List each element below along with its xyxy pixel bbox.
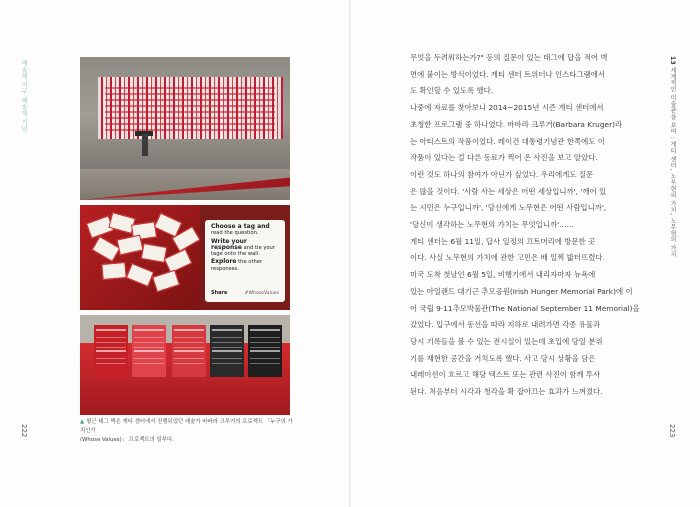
text-line: 무엇을 두려워하는가?" 등의 질문이 있는 태그에 답을 적어 벽 bbox=[410, 53, 608, 62]
text-line: 미국 도착 첫날인 6월 5일, 비행기에서 내리자마자 뉴욕에 bbox=[410, 270, 596, 280]
question-panel bbox=[172, 325, 206, 377]
text-line: 초청한 프로그램 중 하나였다. 바바라 크루거(Barbara Kruger)라 bbox=[410, 119, 623, 129]
text-line: 내레이션이 흐르고 해당 텍스트 또는 관련 사진이 함께 투사 bbox=[410, 370, 601, 380]
text-line: 이런 것도 하나의 참여가 아닌가 싶었다. 우리에게도 질문 bbox=[410, 169, 594, 179]
question-panel bbox=[248, 325, 282, 377]
right-running-head: 13 세계적인 미술관을 보며 : 게티 센터, 노무현의 가치, 노무현의 가치 bbox=[669, 56, 676, 258]
text-line: 면에 붙이는 방식이었다. 게티 센터 트위터나 인스타그램에서 bbox=[410, 69, 605, 79]
text-line: 은 많을 것이다. '사람 사는 세상은 어떤 세상입니까', '깨어 있 bbox=[410, 186, 607, 196]
left-running-head: 예술제 지구 예술제 기념 bbox=[20, 60, 27, 133]
left-page-number: 222 bbox=[20, 424, 28, 438]
question-panel bbox=[94, 325, 128, 377]
hashtag-label: #WhoseValues bbox=[244, 291, 279, 296]
instruction-step-1: Choose a tag and read the question. bbox=[211, 223, 270, 237]
podium-stand bbox=[142, 134, 148, 156]
text-line: 기를 재현한 공간을 거치도록 했다. 사고 당시 상황을 담은 bbox=[410, 353, 596, 363]
text-line: 작품이 있다는 걸 다른 동료가 찍어 온 사진을 보고 알았다. bbox=[410, 153, 598, 163]
body-text bbox=[410, 50, 656, 401]
blank-tags bbox=[82, 213, 200, 293]
text-line: 어 국립 9·11추모박물관(The National September 11 Memorial)을 bbox=[410, 303, 640, 313]
text-line: 갔었다. 입구에서 동선을 따라 지하로 내려가면 각종 유물과 bbox=[410, 320, 601, 330]
instruction-card bbox=[205, 220, 285, 302]
text-line: 이다. 사실 노무현의 가치에 관한 고민은 배 일찍 밟터뜨렸다. bbox=[410, 253, 605, 263]
instruction-step-2: Write your response and tie your tage onto the wall. bbox=[211, 237, 275, 258]
book-gutter bbox=[349, 0, 351, 507]
text-line: 는 시민은 누구입니까', '당신에게 노무현은 어떤 사람입니까', bbox=[410, 203, 607, 213]
photo-instruction-station bbox=[80, 205, 290, 310]
photo-tag-wall bbox=[80, 57, 290, 200]
question-panel bbox=[132, 325, 166, 377]
caption-marker-icon: ▲ bbox=[80, 419, 85, 425]
tag-box bbox=[80, 205, 200, 310]
instruction-step-3: Explore the other responses. bbox=[211, 258, 263, 272]
text-line: 된다. 처음부터 시각과 청각을 확 잡아끄는 효과가 느껴졌다. bbox=[410, 387, 603, 397]
photo-caption bbox=[80, 418, 295, 445]
caption-line: (Whose Values)」 프로젝트의 일부다. bbox=[80, 437, 174, 443]
question-panel bbox=[210, 325, 244, 377]
text-line: 도 확인할 수 있도록 했다. bbox=[410, 86, 494, 96]
text-line: 있는 아일랜드 대기근 추모공원(Irish Hunger Memorial Park)에 이 bbox=[410, 286, 633, 296]
text-line: 게티 센터는 6월 11일, 답사 일정의 끄트머리에 방문한 곳 bbox=[410, 236, 596, 246]
text-line: 는 아티스트의 작품이었다. 레이건 대통령기념관 한쪽에도 이 bbox=[410, 136, 605, 146]
text-line: 당시 기록들을 볼 수 있는 전시실이 있는데 초입에 당일 분위 bbox=[410, 336, 603, 346]
text-line: '당신이 생각하는 노무현의 가치는 무엇입니까'…… bbox=[410, 220, 574, 230]
share-label: Share bbox=[211, 290, 228, 296]
right-page-number: 223 bbox=[668, 424, 676, 438]
caption-line: 형근 태그 벽은 게티 센터에서 진행되었던 예술가 바바라 크루거의 프로젝트 「누구의 가치인가 bbox=[80, 419, 293, 434]
photo-question-panels bbox=[80, 315, 290, 415]
tag-wall-texture bbox=[105, 87, 275, 135]
text-line: 나중에 자료를 찾아보니 2014~2015년 시즌 게티 센터에서 bbox=[410, 103, 604, 113]
